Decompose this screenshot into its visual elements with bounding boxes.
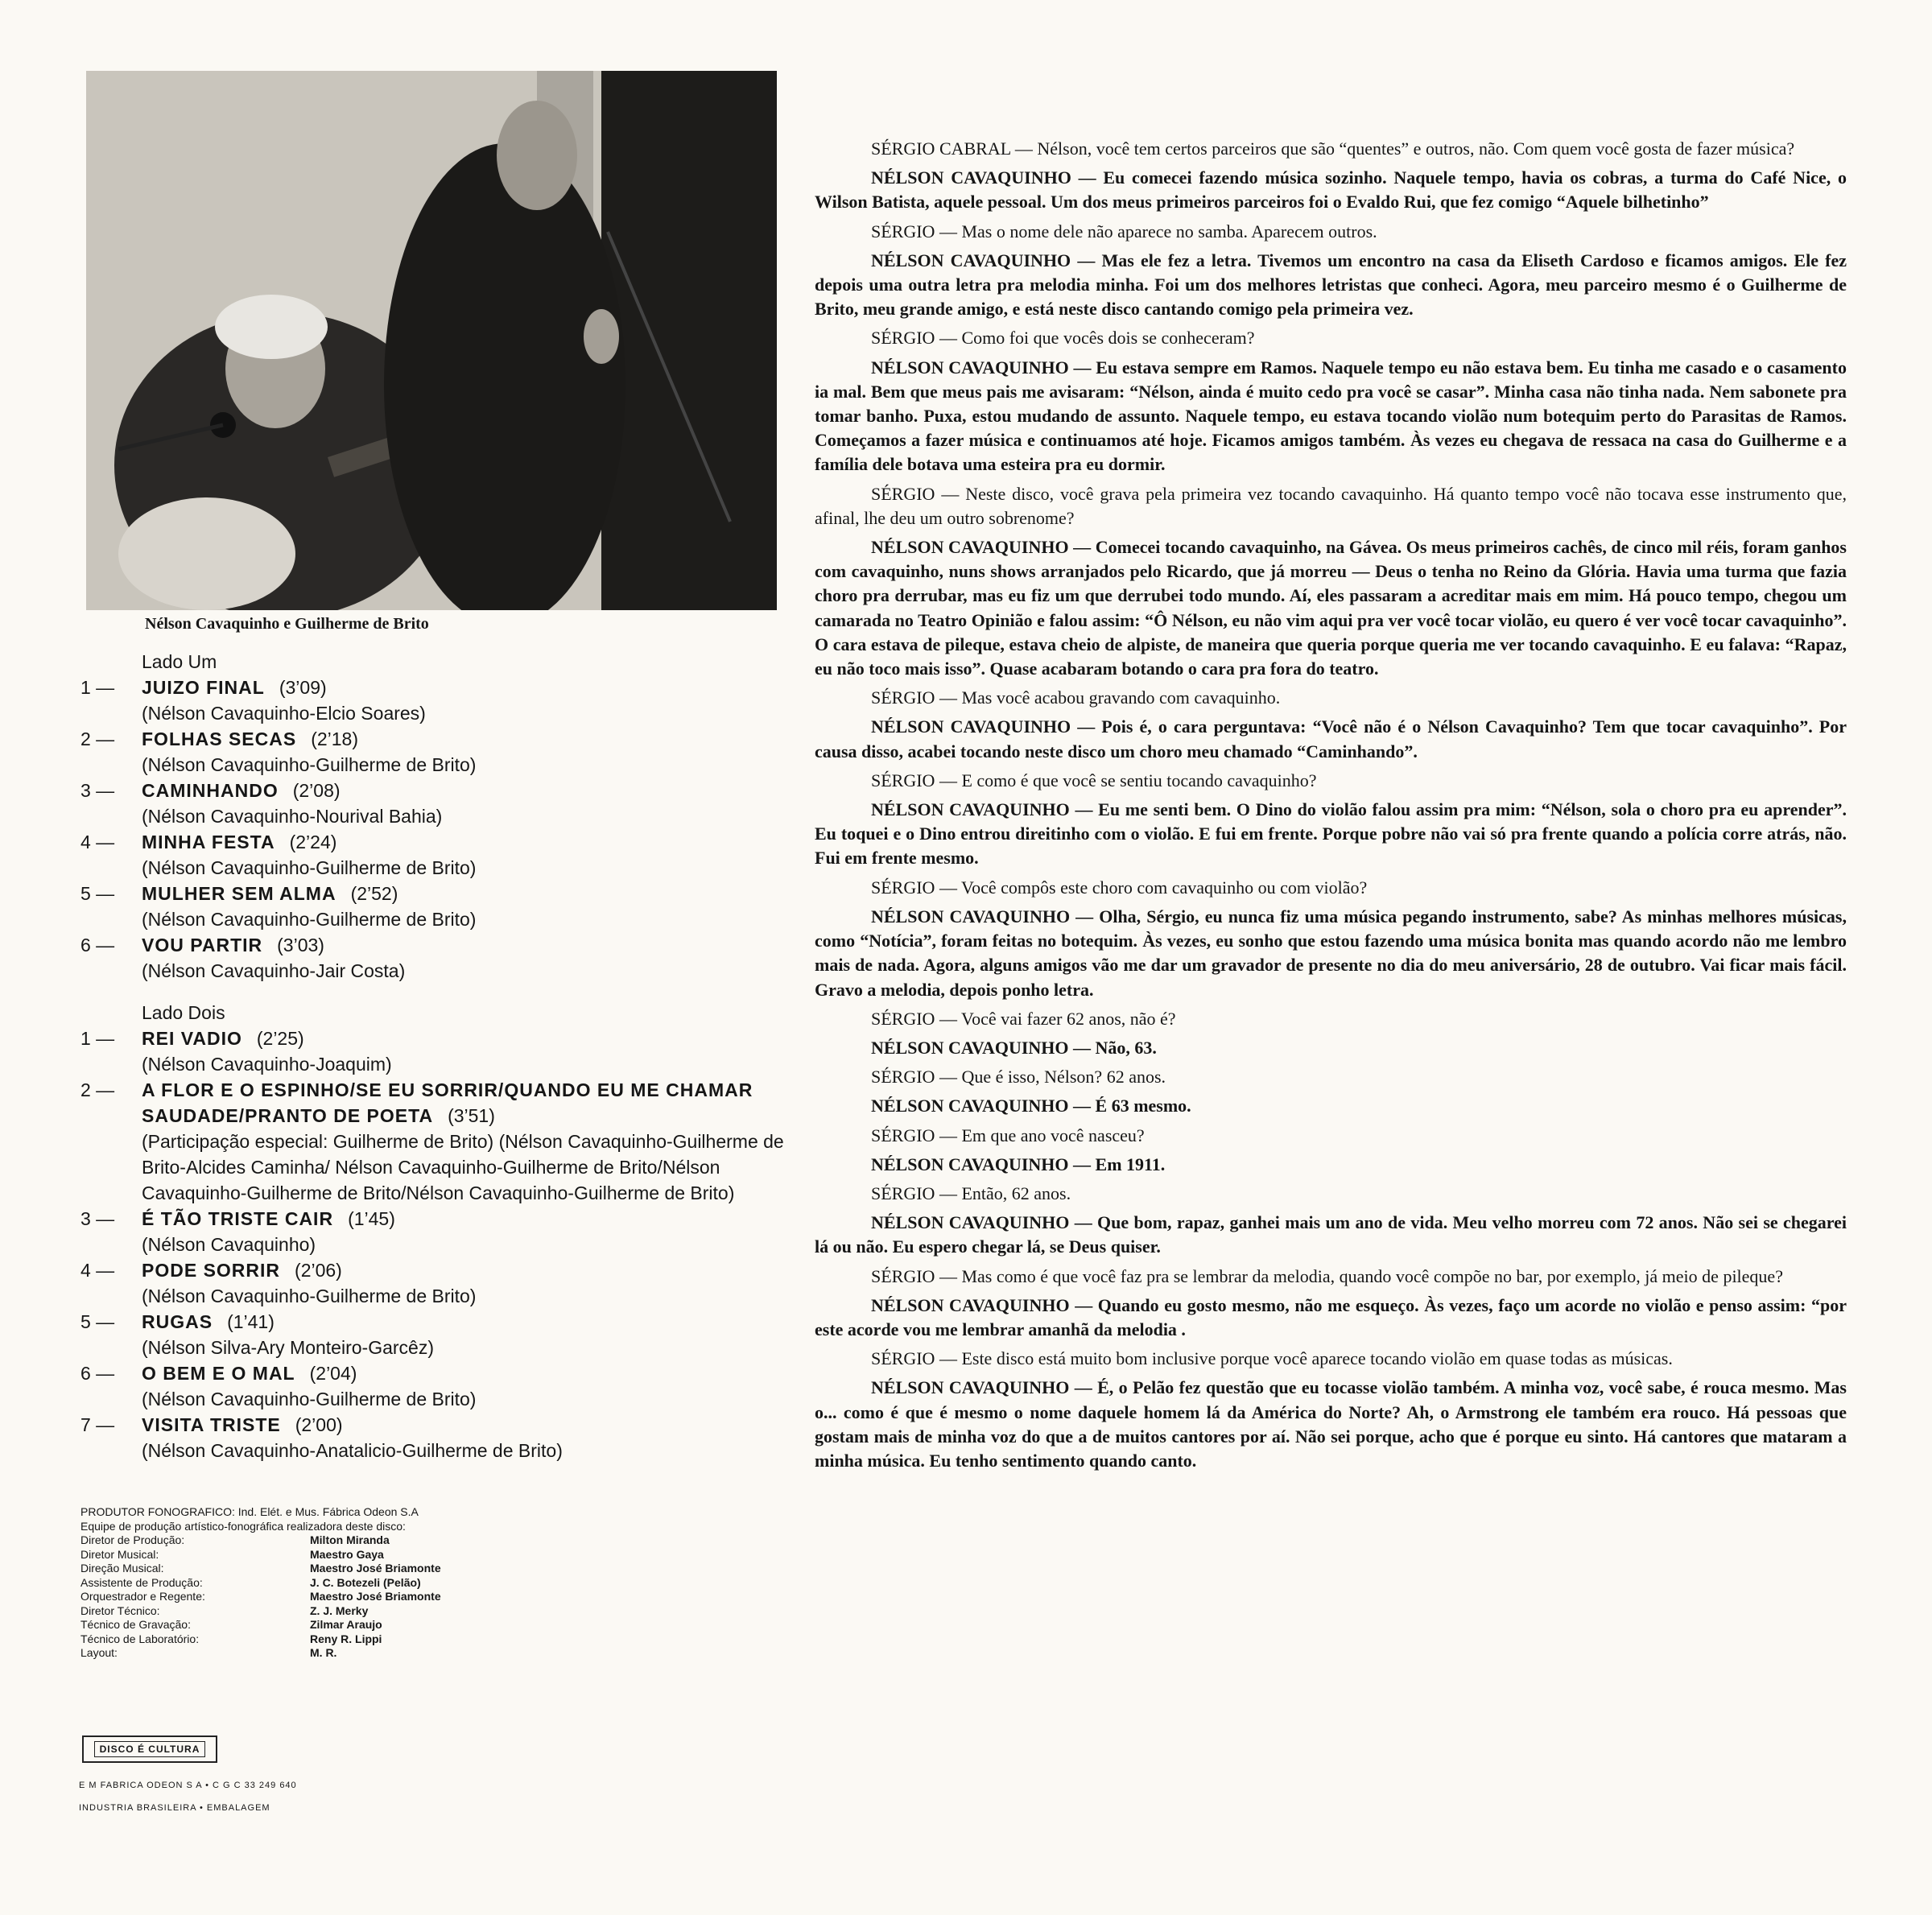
track-credit: (Nélson Cavaquinho-Guilherme de Brito) — [142, 909, 477, 930]
interview-paragraph: SÉRGIO — Mas como é que você faz pra se lembrar da melodia, quando você compõe no bar, por exemplo, já meio de pileque? — [871, 1265, 1783, 1286]
side-one-heading: Lado Um — [142, 651, 217, 672]
track-number: 2 — — [80, 1079, 115, 1100]
credit-name: Maestro José Briamonte — [310, 1562, 441, 1575]
tracklist — [80, 649, 789, 1463]
track-duration: (2’18) — [311, 728, 358, 749]
credit-role: Técnico de Gravação: — [80, 1618, 191, 1631]
interview-paragraph: NÉLSON CAVAQUINHO — É, o Pelão fez questão que eu tocasse violão também. A minha voz, você sabe, é rouca mesmo. Mas o... como é que é mesmo o nome daquele homem lá da América do Norte? Ah, o Armstrong ele também era rouco. Há pessoas que gostam mais de minha voz do que a de muitos cantores por aí. Não sei porque, acho que é porque eu sinto. Há cantores que mataram a minha música. Eu tenho sentimento quando canto. — [815, 1377, 1847, 1471]
album-photo — [86, 71, 777, 610]
credit-name: Milton Miranda — [310, 1533, 390, 1546]
credit-name: Maestro Gaya — [310, 1547, 384, 1561]
track-credit: (Nélson Cavaquinho-Guilherme de Brito) — [142, 1389, 477, 1409]
interview-paragraph: SÉRGIO — Em que ano você nasceu? — [871, 1125, 1145, 1145]
track-number: 4 — — [80, 832, 115, 852]
credit-name: J. C. Botezeli (Pelão) — [310, 1575, 421, 1589]
track-credit: (Nélson Cavaquinho-Guilherme de Brito) — [142, 1286, 477, 1306]
track-title: VOU PARTIR — [142, 935, 263, 955]
track-item — [80, 829, 789, 881]
logo-text: DISCO É CULTURA — [94, 1741, 206, 1757]
track-number: 1 — — [80, 677, 115, 698]
track-duration: (2’06) — [295, 1260, 342, 1281]
credit-role: Orquestrador e Regente: — [80, 1590, 205, 1603]
producer-line: PRODUTOR FONOGRAFICO: Ind. Elét. e Mus. Fábrica Odeon S.A — [80, 1505, 419, 1518]
track-title: O BEM E O MAL — [142, 1363, 295, 1384]
credit-role: Layout: — [80, 1646, 118, 1659]
interview-paragraph: NÉLSON CAVAQUINHO — Eu comecei fazendo música sozinho. Naquele tempo, havia os cobras, a turma do Café Nice, o Wilson Batista, aquele pessoal. Um dos meus primeiros parceiros foi o Evaldo Rui, que fez comigo “Aquele bilhetinho” — [815, 167, 1847, 213]
track-item — [80, 1257, 789, 1309]
credit-name: Reny R. Lippi — [310, 1632, 382, 1645]
interview-paragraph: NÉLSON CAVAQUINHO — Pois é, o cara perguntava: “Você não é o Nélson Cavaquinho? Tem que tocar cavaquinho”. Por causa disso, acabei tocando neste disco um choro meu chamado “Caminhando”. — [815, 716, 1847, 761]
track-credit: (Nélson Cavaquinho-Jair Costa) — [142, 960, 406, 981]
track-credit: (Nélson Cavaquinho-Joaquim) — [142, 1054, 392, 1075]
credit-name: Z. J. Merky — [310, 1603, 369, 1617]
fine-print-company: E M FABRICA ODEON S A • C G C 33 249 640 — [79, 1781, 297, 1790]
track-item — [80, 1026, 789, 1077]
interview-paragraph: NÉLSON CAVAQUINHO — Eu estava sempre em Ramos. Naquele tempo eu não estava bem. Eu tinha me casado e o casamento ia mal. Bem que meus pais me avisaram: “Nélson, ainda é muito cedo pra você se casar”. Minha casa não tinha nada. Nem sabonete pra tomar banho. Puxa, estou mudando de assunto. Naquele tempo, eu estava tocando violão num botequim perto do Parasitas de Ramos. Começamos a fazer música e continuamos até hoje. Ficamos amigos também. Às vezes eu chegava de ressaca na casa do Guilherme e a família dele botava uma esteira pra eu dormir. — [815, 357, 1847, 475]
credit-role: Direção Musical: — [80, 1562, 164, 1575]
credit-row — [80, 1548, 531, 1562]
interview-paragraph: NÉLSON CAVAQUINHO — Comecei tocando cavaquinho, na Gávea. Os meus primeiros cachês, de cinco mil réis, foram ganhos com cavaquinho, nuns shows arranjados pelo Ricardo, que já morreu — Deus o tenha no Reino da Glória. Havia uma turma que fazia choro pra derrubar, mas eu fiz um que derrubei todo mundo. Aí, eles passaram a acreditar mais em mim. Há pouco tempo, chegou um camarada no Teatro Opinião e falou assim: “Ô Nélson, eu não vim aqui pra ver você tocar violão, eu quero é ver você tocar cavaquinho”. O cara estava de pileque, estava cheio de alpiste, de maneira que queria porque queria me ver tocando cavaquinho. E eu falava: “Rapaz, eu não toco mais isso”. Quase acabaram botando o cara pra fora do teatro. — [815, 537, 1847, 679]
disco-e-cultura-logo — [82, 1735, 217, 1763]
credit-row — [80, 1646, 531, 1661]
interview-paragraph: SÉRGIO — Como foi que vocês dois se conheceram? — [871, 328, 1255, 349]
track-duration: (2’52) — [350, 883, 398, 904]
track-credit: (Nélson Cavaquinho-Anatalicio-Guilherme de Brito) — [142, 1440, 563, 1461]
credit-row — [80, 1590, 531, 1604]
credit-role: Diretor Técnico: — [80, 1603, 160, 1617]
musicians-photo-illustration — [86, 71, 777, 610]
team-line: Equipe de produção artístico-fonográfica realizadora deste disco: — [80, 1519, 406, 1533]
credit-role: Diretor de Produção: — [80, 1533, 185, 1546]
interview-paragraph: SÉRGIO CABRAL — Nélson, você tem certos parceiros que são “quentes” e outros, não. Com quem você gosta de fazer música? — [871, 138, 1795, 159]
credit-name: Maestro José Briamonte — [310, 1590, 441, 1603]
track-credit: (Nélson Cavaquinho-Guilherme de Brito) — [142, 754, 477, 775]
track-credit: (Nélson Cavaquinho) — [142, 1234, 316, 1255]
credit-row — [80, 1618, 531, 1632]
track-title: CAMINHANDO — [142, 780, 279, 801]
interview-paragraph: NÉLSON CAVAQUINHO — Eu me senti bem. O Dino do violão falou assim pra mim: “Nélson, sola o choro pra eu aprender”. Eu toquei e o Dino entrou direitinho com o violão. E fui em frente. Porque pobre não vai só pra frente quando a polícia corre atrás, não. Fui em frente mesmo. — [815, 799, 1847, 869]
track-number: 2 — — [80, 728, 115, 749]
track-duration: (3’03) — [277, 935, 324, 955]
interview-paragraph: SÉRGIO — Você vai fazer 62 anos, não é? — [871, 1008, 1176, 1029]
track-item — [80, 675, 789, 726]
track-title: VISITA TRISTE — [142, 1414, 281, 1435]
track-number: 5 — — [80, 1311, 115, 1332]
credit-role: Diretor Musical: — [80, 1547, 159, 1561]
track-duration: (2’08) — [292, 780, 341, 801]
track-item — [80, 1077, 789, 1206]
interview-paragraph: SÉRGIO — Mas o nome dele não aparece no samba. Aparecem outros. — [871, 221, 1377, 241]
track-number: 4 — — [80, 1260, 115, 1281]
interview-paragraph: SÉRGIO — E como é que você se sentiu tocando cavaquinho? — [871, 770, 1317, 790]
interview-paragraph: SÉRGIO — Mas você acabou gravando com cavaquinho. — [871, 687, 1281, 708]
credit-role: Assistente de Produção: — [80, 1575, 203, 1589]
track-duration: (2’00) — [295, 1414, 343, 1435]
interview-paragraph: NÉLSON CAVAQUINHO — Em 1911. — [871, 1154, 1166, 1174]
track-duration: (1’41) — [227, 1311, 275, 1332]
track-duration: (2’04) — [309, 1363, 357, 1384]
track-duration: (2’25) — [256, 1028, 304, 1049]
track-title: MULHER SEM ALMA — [142, 883, 336, 904]
photo-caption: Nélson Cavaquinho e Guilherme de Brito — [145, 615, 429, 633]
credit-row — [80, 1562, 531, 1576]
interview-paragraph: NÉLSON CAVAQUINHO — Não, 63. — [871, 1037, 1157, 1058]
interview-paragraph: SÉRGIO — Este disco está muito bom inclusive porque você aparece tocando violão em quase todas as músicas. — [871, 1348, 1673, 1369]
track-title: RUGAS — [142, 1311, 213, 1332]
credit-row — [80, 1604, 531, 1619]
track-duration: (2’24) — [289, 832, 337, 852]
track-item — [80, 1412, 789, 1463]
credit-row — [80, 1632, 531, 1647]
fine-print-industry: INDUSTRIA BRASILEIRA • EMBALAGEM — [79, 1803, 270, 1813]
track-title: É TÃO TRISTE CAIR — [142, 1208, 334, 1229]
track-credit: (Nélson Cavaquinho-Nourival Bahia) — [142, 806, 443, 827]
track-item — [80, 726, 789, 778]
track-item — [80, 1360, 789, 1412]
track-duration: (1’45) — [348, 1208, 395, 1229]
side-two-heading: Lado Dois — [142, 1002, 225, 1023]
track-number: 3 — — [80, 780, 115, 801]
track-number: 1 — — [80, 1028, 115, 1049]
track-title: FOLHAS SECAS — [142, 728, 297, 749]
track-title: PODE SORRIR — [142, 1260, 281, 1281]
track-title: MINHA FESTA — [142, 832, 275, 852]
interview-paragraph: SÉRGIO — Que é isso, Nélson? 62 anos. — [871, 1067, 1166, 1088]
interview-paragraph: NÉLSON CAVAQUINHO — Mas ele fez a letra. Tivemos um encontro na casa da Eliseth Cardoso e ficamos amigos. Ele fez depois uma outra letra pra melodia minha. Foi um dos melhores letristas que conheci. Agora, meu parceiro mesmo é o Guilherme de Brito, meu grande amigo, e está neste disco cantando comigo pela primeira vez. — [815, 250, 1847, 320]
track-credit: (Nélson Silva-Ary Monteiro-Garcêz) — [142, 1337, 434, 1358]
track-number: 6 — — [80, 935, 115, 955]
interview-paragraph: NÉLSON CAVAQUINHO — Olha, Sérgio, eu nunca fiz uma música pegando instrumento, sabe? As minhas melhores músicas, como “Notícia”, foram feitas no botequim. Às vezes, eu sonho que estou fazendo uma música bonita mas quando acordo não me lembro mais de nada. Agora, alguns amigos vão me dar um gravador de presente no dia do meu aniversário, 28 de outubro. Vai ficar mais fácil. Gravo a melodia, depois ponho letra. — [815, 906, 1847, 1000]
interview-paragraph: NÉLSON CAVAQUINHO — Que bom, rapaz, ganhei mais um ano de vida. Meu velho morreu com 72 anos. Não sei se chegarei lá ou não. Eu espero chegar lá, se Deus quiser. — [815, 1212, 1847, 1257]
track-number: 3 — — [80, 1208, 115, 1229]
credit-role: Técnico de Laboratório: — [80, 1632, 200, 1645]
track-item — [80, 1206, 789, 1257]
track-item — [80, 1309, 789, 1360]
track-title: A FLOR E O ESPINHO/SE EU SORRIR/QUANDO EU ME CHAMAR SAUDADE/PRANTO DE POETA — [142, 1079, 753, 1126]
track-credit: (Nélson Cavaquinho-Guilherme de Brito) — [142, 857, 477, 878]
interview-paragraph: SÉRGIO — Então, 62 anos. — [871, 1182, 1071, 1203]
track-duration: (3’51) — [448, 1105, 495, 1126]
track-credit: (Nélson Cavaquinho-Elcio Soares) — [142, 703, 426, 724]
track-number: 6 — — [80, 1363, 115, 1384]
track-item — [80, 881, 789, 932]
credit-name: M. R. — [310, 1646, 337, 1659]
track-credit: (Participação especial: Guilherme de Brito) (Nélson Cavaquinho-Guilherme de Brito-Alcides Caminha/ Nélson Cavaquinho-Guilherme de Brito/Nélson Cavaquinho-Guilherme de Brito/Nélson Cavaquinho-Guilherme de Brito) — [142, 1131, 784, 1203]
credit-row — [80, 1533, 531, 1548]
interview-paragraph: NÉLSON CAVAQUINHO — Quando eu gosto mesmo, não me esqueço. Às vezes, faço um acorde no violão e penso assim: “por este acorde vou me lembrar amanhã da melodia . — [815, 1294, 1847, 1339]
track-item — [80, 778, 789, 829]
track-duration: (3’09) — [279, 677, 327, 698]
interview-paragraph: NÉLSON CAVAQUINHO — É 63 mesmo. — [871, 1096, 1191, 1116]
credit-name: Zilmar Araujo — [310, 1618, 382, 1631]
track-number: 7 — — [80, 1414, 115, 1435]
credit-row — [80, 1576, 531, 1591]
interview-paragraph: SÉRGIO — Neste disco, você grava pela primeira vez tocando cavaquinho. Há quanto tempo você não tocava esse instrumento que, afinal, lhe deu um outro sobrenome? — [815, 483, 1847, 528]
track-item — [80, 932, 789, 984]
interview-text — [815, 137, 1847, 1478]
track-number: 5 — — [80, 883, 115, 904]
track-title: JUIZO FINAL — [142, 677, 265, 698]
interview-paragraph: SÉRGIO — Você compôs este choro com cavaquinho ou com violão? — [871, 877, 1368, 898]
track-title: REI VADIO — [142, 1028, 242, 1049]
production-credits — [80, 1505, 531, 1661]
